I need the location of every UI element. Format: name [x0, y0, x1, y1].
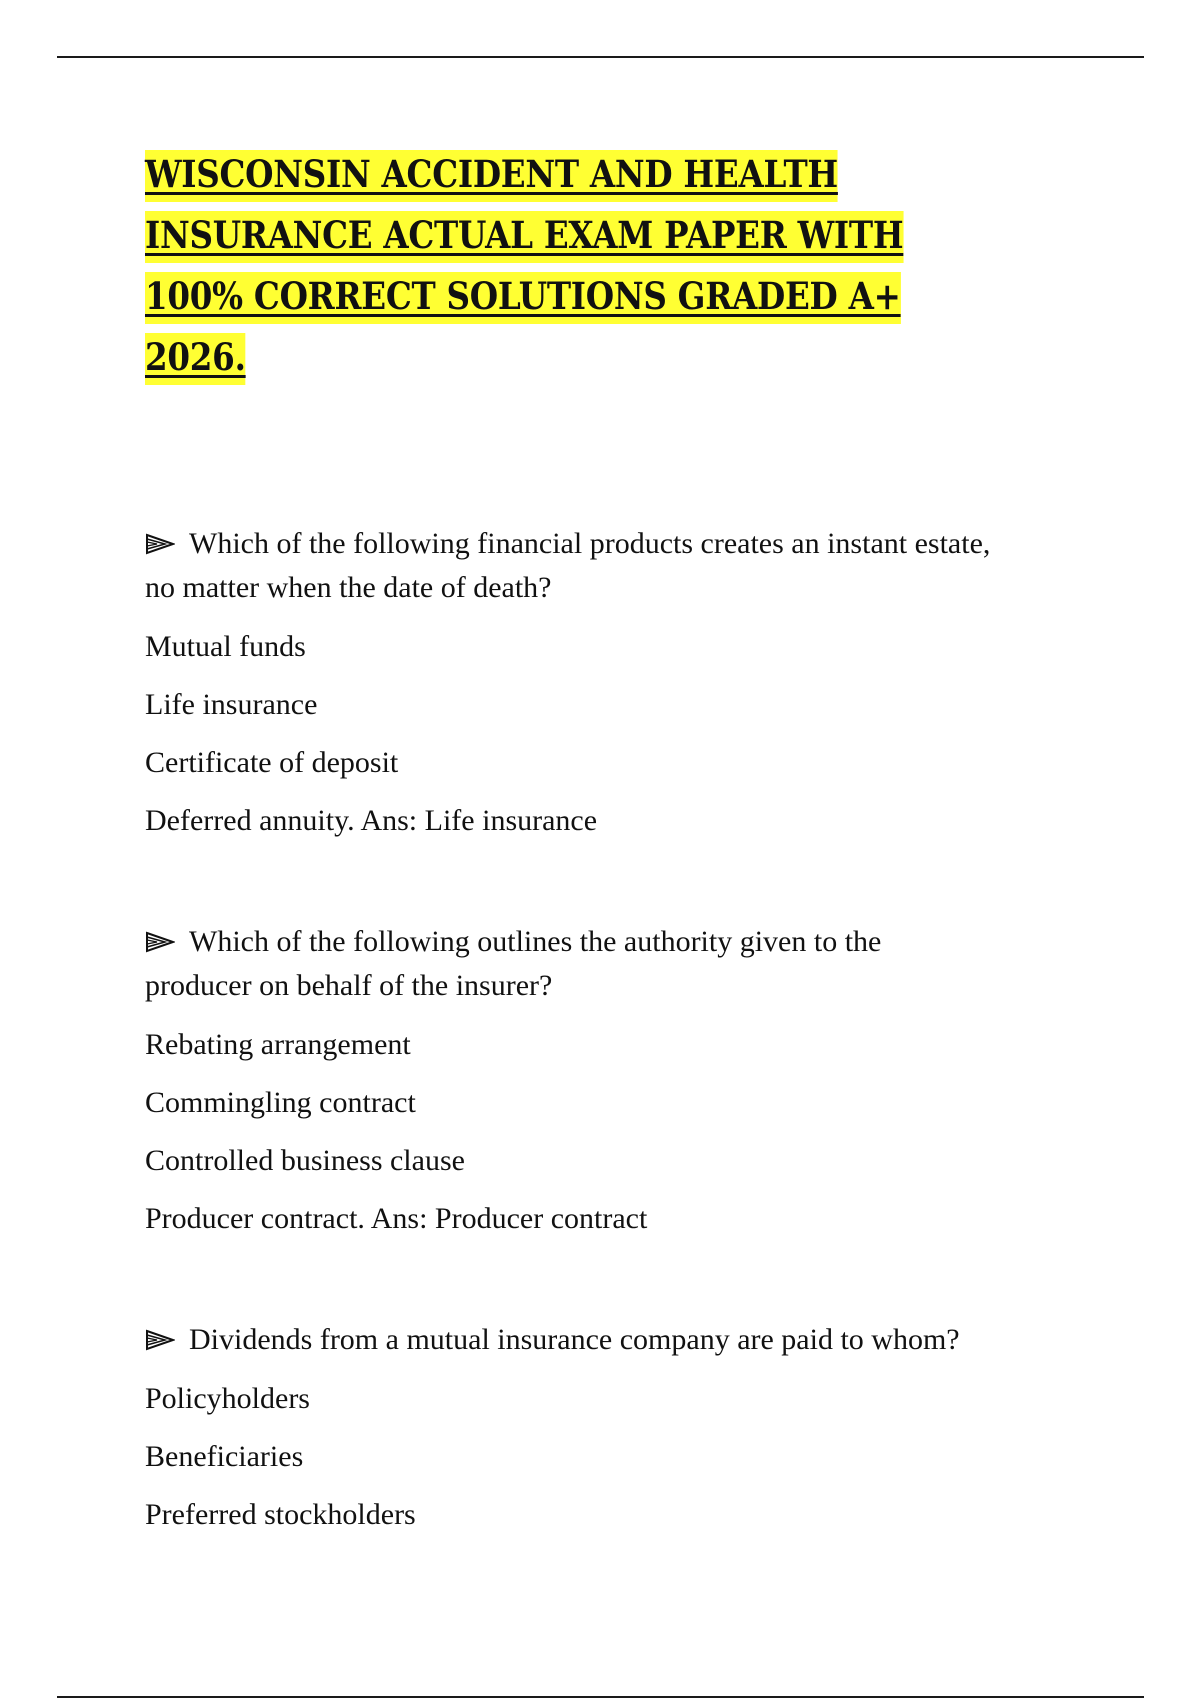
- question-block-1: [145, 522, 1085, 850]
- title-line-3: 100% CORRECT SOLUTIONS GRADED A+: [145, 272, 901, 324]
- question-prompt: [145, 920, 1085, 1008]
- footer-rule: [57, 1696, 1144, 1698]
- arrow-bullet-icon: [145, 931, 175, 953]
- question-text-line-1: Which of the following financial products creates an instant estate,: [189, 527, 991, 560]
- title-line-4: 2026.: [145, 333, 246, 385]
- answer-option: Mutual funds: [145, 630, 306, 663]
- question-block-3: [145, 1318, 1085, 1544]
- arrow-bullet-icon: [145, 1329, 175, 1351]
- answer-option: Life insurance: [145, 688, 318, 721]
- answer-option: Rebating arrangement: [145, 1028, 411, 1061]
- question-text-line-1: Which of the following outlines the authority given to the: [189, 925, 882, 958]
- answer-option: Controlled business clause: [145, 1144, 465, 1177]
- answer-option: Beneficiaries: [145, 1440, 304, 1473]
- question-prompt: [145, 522, 1085, 610]
- answer-option: Commingling contract: [145, 1086, 416, 1119]
- answer-option: Preferred stockholders: [145, 1498, 416, 1531]
- question-block-2: [145, 920, 1085, 1248]
- answer-option: Deferred annuity. Ans: Life insurance: [145, 804, 598, 837]
- answer-option: Producer contract. Ans: Producer contract: [145, 1202, 648, 1235]
- document-title: [145, 144, 990, 388]
- answer-option: Policyholders: [145, 1382, 310, 1415]
- question-prompt: [145, 1318, 1085, 1362]
- question-text-line-2: producer on behalf of the insurer?: [145, 969, 553, 1002]
- title-line-2: INSURANCE ACTUAL EXAM PAPER WITH: [145, 211, 903, 263]
- header-rule: [57, 56, 1144, 58]
- question-text-line-1: Dividends from a mutual insurance company are paid to whom?: [189, 1323, 960, 1356]
- title-line-1: WISCONSIN ACCIDENT AND HEALTH: [145, 150, 838, 202]
- question-text-line-2: no matter when the date of death?: [145, 571, 552, 604]
- answer-option: Certificate of deposit: [145, 746, 399, 779]
- arrow-bullet-icon: [145, 533, 175, 555]
